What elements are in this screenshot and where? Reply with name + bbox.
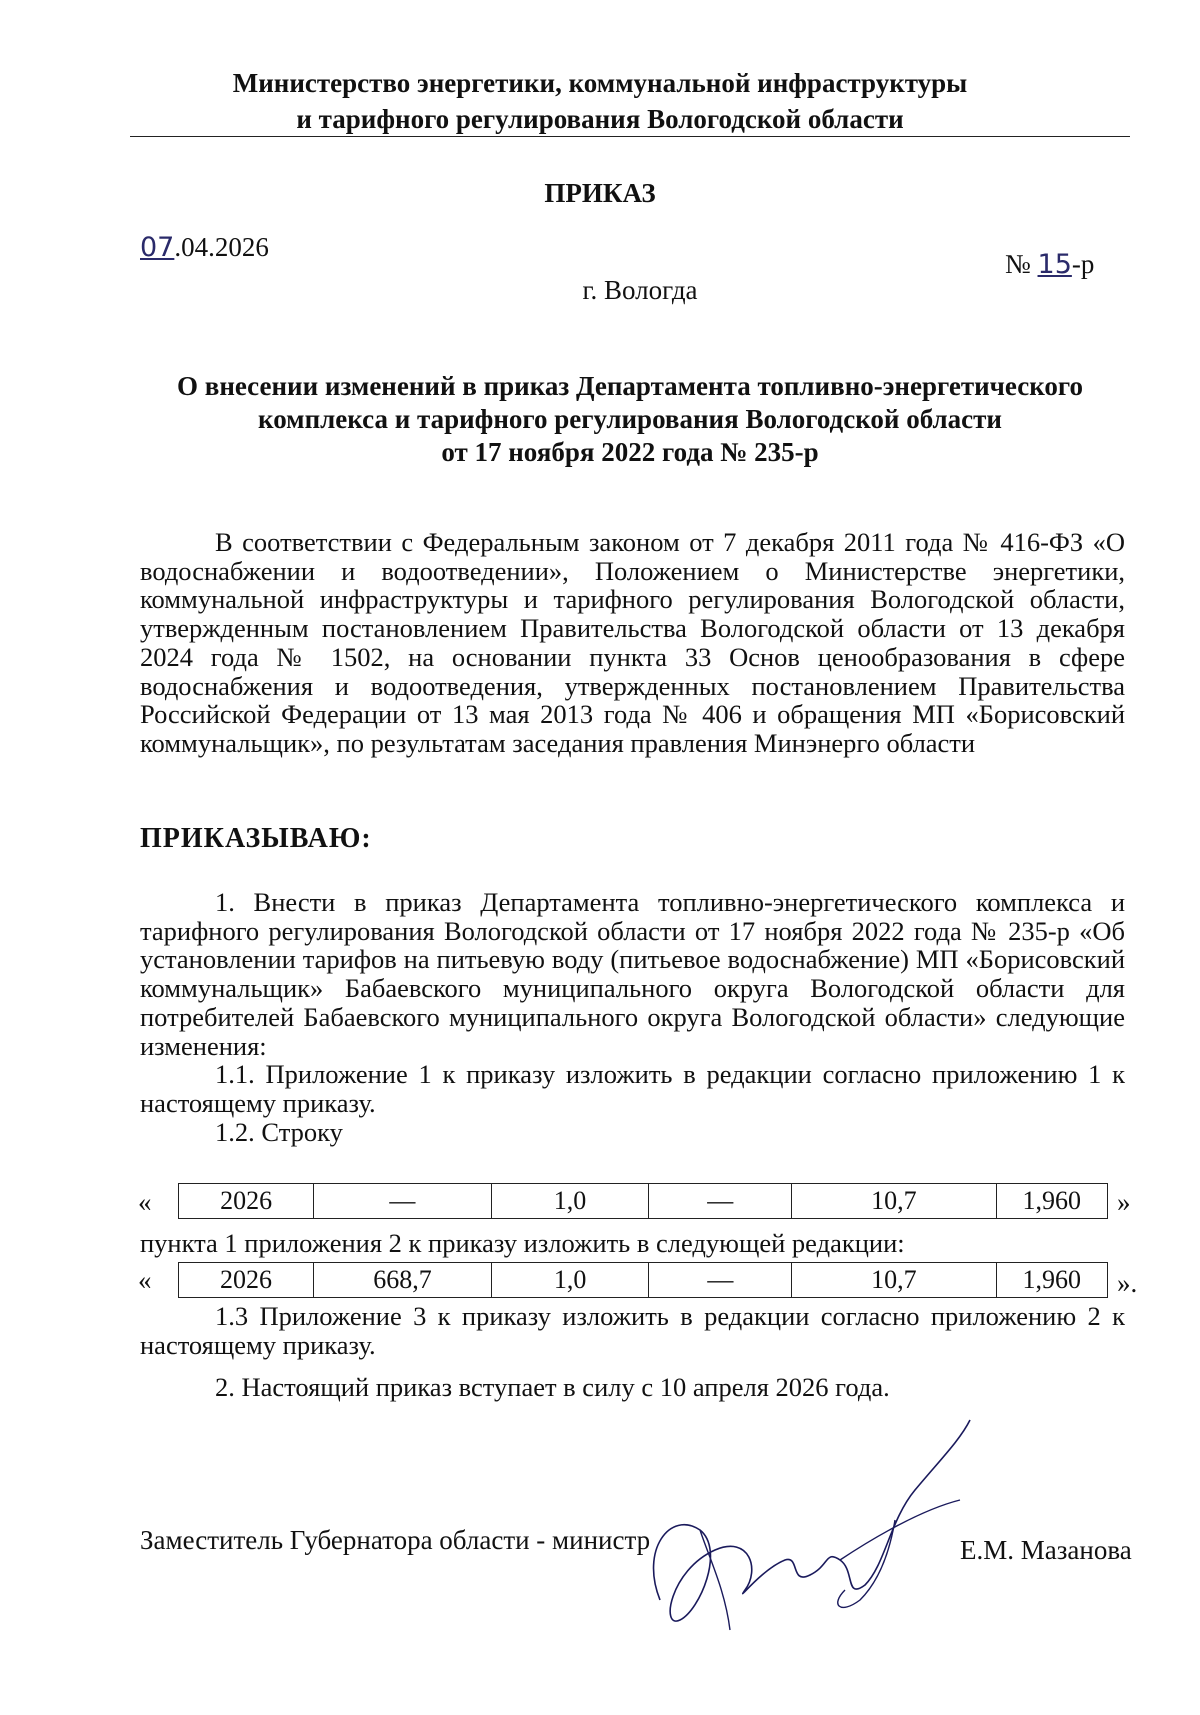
item-1-3-text: 1.3 Приложение 3 к приказу изложить в редакции согласно приложению 2 к настоящему приказу. [140,1301,1125,1360]
date-printed: .04.2026 [174,232,269,262]
order-word: ПРИКАЗЫВАЮ: [140,823,372,854]
org-name-line1: Министерство энергетики, коммунальной инфраструктуры [232,68,968,98]
old-cell-5: 10,7 [792,1184,996,1219]
header-rule [130,136,1130,137]
new-cell-2: 668,7 [314,1263,492,1298]
old-cell-4: — [649,1184,792,1219]
preamble-text: В соответствии с Федеральным законом от 7 декабря 2011 года № 416-ФЗ «О водоснабжении и водоотведении», Положением о Министерстве энергетики, коммунальной инфраструктуры и тарифного регулирования Вологодской области, утвержденным постановлением Правительства Вологодской области от 13 декабря 2024 года № 1502, на основании пункта 33 Основ ценообразования в сфере водоснабжения и водоотведения, утвержденных постановлением Правительства Российской Федерации от 13 мая 2013 года № 406 и обращения МП «Борисовский коммунальщик», по результатам заседания правления Минэнерго области [140,527,1125,758]
item-2-text: 2. Настоящий приказ вступает в силу с 10 апреля 2026 года. [215,1372,890,1403]
org-name-line2: и тарифного регулирования Вологодской области [296,104,904,134]
new-cell-5: 10,7 [792,1263,996,1298]
signatory-name: Е.М. Мазанова [960,1535,1132,1565]
item-1-1-text: 1.1. Приложение 1 к приказу изложить в редакции согласно приложению 1 к настоящему приказу. [140,1059,1125,1118]
subject-line1: О внесении изменений в приказ Департамента топливно-энергетического [176,371,1083,401]
number-sign: № [1005,249,1031,279]
subject-line3: от 17 ноября 2022 года № 235-р [441,437,819,467]
new-cell-4: — [649,1263,792,1298]
new-row-open-quote: « [138,1265,152,1295]
new-tariff-row [178,1262,1108,1298]
old-row-close-quote: » [1117,1187,1131,1217]
new-cell-year: 2026 [179,1263,314,1298]
handwritten-signature [640,1400,1000,1640]
number-handwritten: 15 [1037,249,1072,280]
old-cell-6: 1,960 [996,1184,1108,1219]
old-row-open-quote: « [138,1187,152,1217]
new-row-close-quote: ». [1117,1268,1138,1298]
new-cell-3: 1,0 [491,1263,649,1298]
old-tariff-row [178,1183,1108,1219]
item-1-text: 1. Внести в приказ Департамента топливно-энергетического комплекса и тарифного регулирования Вологодской области от 17 ноября 2022 года № 235-р «Об установлении тарифов на питьевую воду (питьевое водоснабжение) МП «Борисовский коммунальщик» Бабаевского муниципального округа Вологодской области для потребителей Бабаевского муниципального округа Вологодской области» следующие изменения: [140,887,1125,1061]
new-cell-6: 1,960 [996,1263,1107,1298]
signatory-position: Заместитель Губернатора области - министр [140,1525,651,1555]
document-subject [140,370,1120,469]
old-cell-3: 1,0 [491,1184,649,1219]
document-city: г. Вологда [582,275,698,305]
number-suffix: -р [1071,249,1095,279]
between-text: пункта 1 приложения 2 к приказу изложить в следующей редакции: [140,1228,905,1258]
item-1 [140,888,1125,1146]
document-type: ПРИКАЗ [544,178,656,208]
old-cell-2: — [314,1184,491,1219]
date-handwritten: 07 [140,232,175,263]
old-cell-year: 2026 [179,1184,314,1219]
item-1-2-text: 1.2. Строку [215,1116,343,1147]
preamble [140,528,1125,758]
signature-stroke-3 [840,1500,960,1560]
signature-stroke-2 [700,1530,730,1630]
subject-line2: комплекса и тарифного регулирования Вологодской области [258,404,1002,434]
signature-stroke-1 [654,1420,970,1621]
signature-stroke-4 [838,1520,895,1607]
document-date [140,232,269,263]
item-1-3-and-2 [140,1302,1125,1402]
